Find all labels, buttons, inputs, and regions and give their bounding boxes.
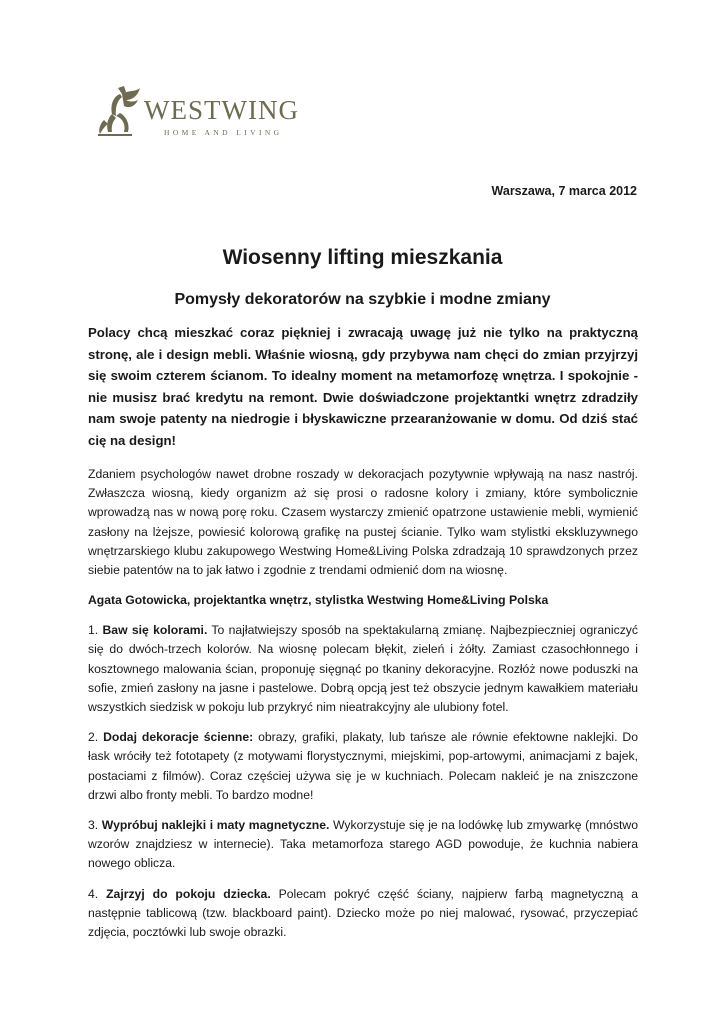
tip-heading: Dodaj dekoracje ścienne: (103, 730, 254, 745)
winged-lion-icon (96, 84, 142, 140)
tip-heading: Baw się kolorami. (102, 623, 208, 638)
tip-text: Wykorzystuje się je na lodówkę lub zmywarkę (mnóstwo wzorów znajdziesz w internecie). Taka metamorfoza starego AGD powoduje, że kuchnia nabiera nowego oblicza. (88, 818, 638, 871)
brand-tagline: HOME AND LIVING (164, 128, 283, 137)
document-subtitle: Pomysły dekoratorów na szybkie i modne zmiany (174, 291, 551, 308)
date-line: Warszawa, 7 marca 2012 (491, 184, 637, 198)
tip-heading: Wypróbuj naklejki i maty magnetyczne. (101, 818, 330, 833)
tip-heading: Zajrzyj do pokoju dziecka. (106, 886, 271, 901)
brand-name: WESTWING (144, 95, 299, 125)
tip-text: Polecam pokryć część ściany, najpierw farbą magnetyczną a następnie tablicową (tzw. blackboard paint). Dziecko może po niej malować, rysować, przyczepiać zdjęcia, pocztówki lub swoje obrazki. (88, 886, 638, 940)
author-byline: Agata Gotowicka, projektantka wnętrz, stylistka Westwing Home&Living Polska (88, 593, 549, 608)
tip-text: To najłatwiejszy sposób na spektakularną zmianę. Najbezpieczniej ograniczyć się do dwóch-trzech kolorów. Na wiosnę polecam błękit, zieleń i żółty. Zamiast czasochłonnego i kosztownego malowania ścian, proponuję sięgnąć po tkaniny dekoracyjne. Rozłóż nowe poduszki na sofie, zmień zasłony na jasne i pastelowe. Dobrą opcją jest też obszycie jednym kawałkiem materiału wszystkich siedzisk w pokoju lub przykryć nim nieatrakcyjny ale ulubiony fotel. (88, 623, 638, 715)
document-title: Wiosenny lifting mieszkania (222, 246, 503, 269)
tip-number: 4. (88, 886, 99, 901)
tip-paragraph (88, 728, 638, 805)
tip-paragraph (88, 621, 638, 717)
tip-number: 2. (88, 730, 99, 745)
tip-number: 1. (88, 623, 99, 638)
westwing-logo (96, 84, 306, 144)
document-body (88, 322, 638, 953)
lead-paragraph: Polacy chcą mieszkać coraz piękniej i zwracają uwagę już nie tylko na praktyczną stronę, ale i design mebli. Właśnie wiosną, gdy przybywa nam chęci do zmian przyjrzyj się swoim czterem ścianom. To idealny moment na metamorfozę wnętrza. I spokojnie - nie musisz brać kredytu na remont. Dwie doświadczone projektantki wnętrz zdradziły nam swoje patenty na niedrogie i błyskawiczne przearanżowanie w domu. Od dziś stać cię na design! (88, 325, 638, 448)
tip-text: obrazy, grafiki, plakaty, lub tańsze ale równie efektowne naklejki. Do łask wróciły też fototapety (z motywami florystycznymi, miejskimi, pop-artowymi, animacjami z bajek, postaciami z filmów). Coraz częściej używa się je w kuchniach. Polecam nakleić je na zniszczone drzwi albo fronty mebli. To bardzo modne! (88, 730, 639, 802)
intro-paragraph: Zdaniem psychologów nawet drobne roszady w dekoracjach pozytywnie wpływają na nasz nastrój. Zwłaszcza wiosną, kiedy organizm aż się prosi o radosne kolory i zmiany, które symbolicznie wprowadzą nas w nową porę roku. Czasem wystarczy zmienić opatrzone ustawienie mebli, wymienić zasłony na lżejsze, powiesić kolorową grafikę na pustej ścianie. Tylko wam stylistki ekskluzywnego wnętrzarskiego klubu zakupowego Westwing Home&Living Polska zdradzają 10 sprawdzonych przez siebie patentów na to jak łatwo i zgodnie z trendami odmienić dom na wiosnę. (88, 467, 638, 578)
tip-paragraph (88, 885, 638, 943)
tip-paragraph (88, 816, 638, 874)
tip-number: 3. (88, 818, 99, 833)
